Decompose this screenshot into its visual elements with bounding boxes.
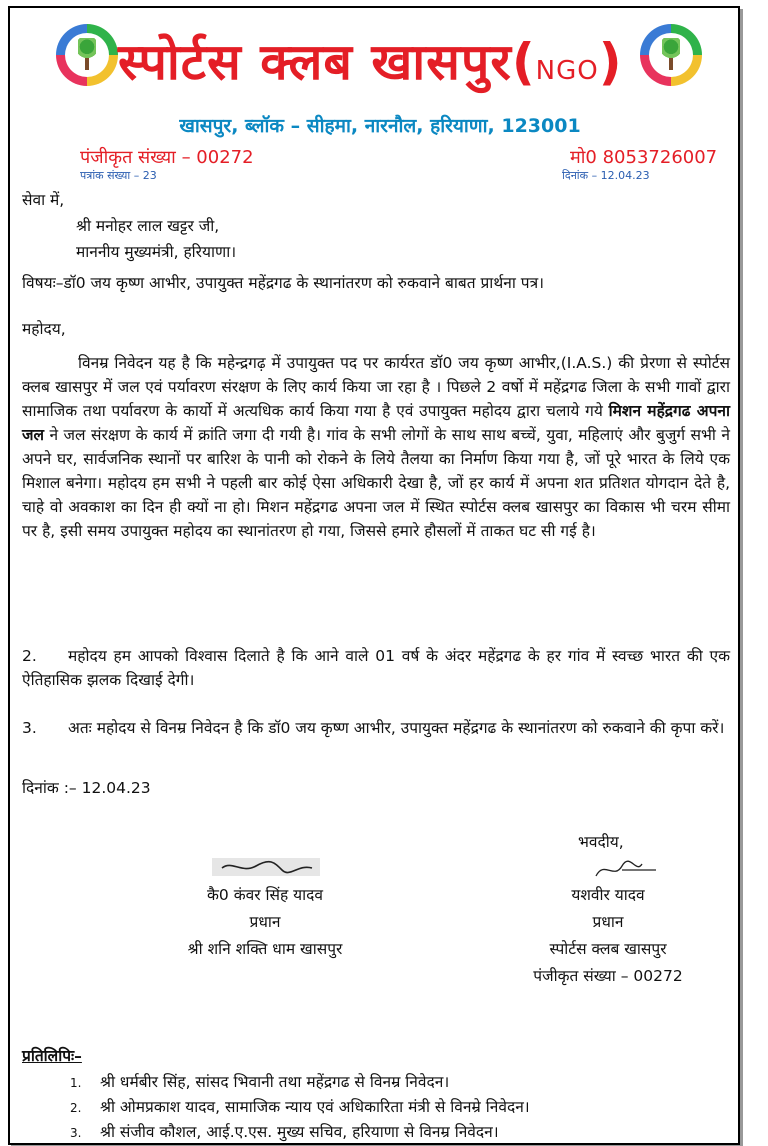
copy-item-number: 1. [70, 1076, 82, 1090]
salutation-to: सेवा में, [22, 191, 65, 209]
organization-name [118, 26, 658, 94]
club-logo-left [56, 24, 118, 86]
copy-item-number: 3. [70, 1126, 82, 1140]
body-paragraph-1-part-a: विनम्र निवेदन यह है कि महेन्द्रगढ़ में उपायुक्त पद पर कार्यरत डॉ0 जय कृष्ण आभीर,(I.A.S.) की प्रेरणा से स्पोर्टस क्लब खासपुर में जल एवं पर्यावरण संरक्षण के लिए कार्य किया जा रहा है । पिछले 2 वर्षो में महेंद्रगढ जिला के सभी गावों द्वारा सामाजिक तथा पर्यावरण के कार्यो में अत्यधिक कार्य किया गया है एवं उपायुक्त महोदय द्वारा चलाये गये [22, 354, 730, 420]
copies-heading: प्रतिलिपिः– [22, 1047, 82, 1065]
left-signatory-name: कै0 कंवर सिंह यादव [207, 886, 323, 904]
body-date-line: दिनांक :– 12.04.23 [22, 779, 151, 797]
closing: भवदीय, [578, 833, 624, 851]
letter-date-label: दिनांक [562, 169, 589, 182]
right-signatory-name: यशवीर यादव [571, 886, 645, 904]
registration-number: पंजीकृत संख्या – 00272 [80, 147, 254, 168]
letter-page [8, 6, 740, 1145]
left-signatory [180, 882, 350, 963]
copy-item-number: 2. [70, 1101, 82, 1115]
org-suffix: NGO [535, 56, 599, 86]
paragraph-3-text: अतः महोदय से विनम्र निवेदन है कि डॉ0 जय कृष्ण आभीर, उपायुक्त महेंद्रगढ के स्थानांतरण को रुकवाने की कृपा करें। [68, 719, 725, 737]
org-close: ) [598, 33, 623, 91]
greeting: महोदय, [22, 320, 66, 338]
letter-date-value: – 12.04.23 [591, 169, 650, 182]
org-name-text: स्पोर्टस क्लब खासपुर( [118, 33, 536, 91]
mission-name: मिशन महेंद्रगढ अपना जल [22, 402, 731, 444]
body-paragraph-1-part-b: ने जल संरक्षण के कार्य में क्रांति जगा दी गयी है। गांव के सभी लोगों के साथ साथ बच्चें, युवा, महिलाएं और बुजुर्ग सभी ने अपने घर, सार्वजनिक स्थानों पर बारिश के पानी को रोकने के लिये तैलया का निर्माण किया गया है, जों पूरे भारत के लिये एक मिशाल बनेगा। महोदय हम सभी ने पहली बार कोई ऐसा अधिकारी देखा है, जों हर कार्य में अपना शत प्रतिशत योगदान देते है, चाहे वो अवकाश का दिन ही क्यों ना हो। मिशन महेंद्रगढ अपना जल में स्थित स्पोर्टस क्लब खासपुर का विकास भी चरम सीमा पर है, इसी समय उपायुक्त महोदय का स्थानांतरण हो गया, जिससे हमारे हौसलों में ताकत घट सी गई है। [22, 426, 730, 540]
paragraph-3-number: 3. [22, 719, 37, 737]
recipient-designation: माननीय मुख्यमंत्री, हरियाणा। [76, 243, 237, 261]
body-paragraph-2 [22, 644, 730, 692]
copy-item-text: श्री धर्मबीर सिंह, सांसद भिवानी तथा महेंद्रगढ से विनम्र निवेदन। [100, 1073, 450, 1091]
right-signatory-title: प्रधान [592, 913, 624, 931]
left-signatory-org: श्री शनि शक्ति धाम खासपुर [187, 940, 343, 958]
body-paragraph-1 [22, 351, 730, 543]
left-signature [212, 856, 322, 878]
letter-number: पत्रांक संख्या – 23 [80, 169, 157, 182]
recipient-name: श्री मनोहर लाल खट्टर जी, [76, 217, 220, 235]
right-signatory [508, 882, 708, 990]
right-signatory-org: स्पोर्टस क्लब खासपुर [549, 940, 667, 958]
mobile-number: मो0 8053726007 [570, 147, 718, 168]
copy-item-text: श्री ओमप्रकाश यादव, सामाजिक न्याय एवं अधिकारिता मंत्री से विनम्रे निवेदन। [100, 1098, 530, 1116]
copies-list [70, 1070, 730, 1145]
copy-item [70, 1095, 730, 1120]
paragraph-2-text: महोदय हम आपको विश्वास दिलाते है कि आने वाले 01 वर्ष के अंदर महेंद्रगढ के हर गांव में स्वच्छ भारत की एक ऐतिहासिक झलक दिखाई देगी। [22, 647, 730, 689]
copy-item-text: श्री संजीव कौशल, आई.ए.एस. मुख्य सचिव, हरियाणा से विनम्र निवेदन। [100, 1123, 499, 1141]
letter-date [562, 168, 650, 183]
body-paragraph-3 [22, 716, 730, 740]
org-address: खासपुर, ब्लॉक – सीहमा, नारनौल, हरियाणा, 123001 [179, 115, 581, 137]
copy-item [70, 1070, 730, 1095]
subject-line: विषयः–डॉ0 जय कृष्ण आभीर, उपायुक्त महेंद्रगढ के स्थानांतरण को रुकवाने बाबत प्रार्थना पत्र। [22, 274, 545, 292]
right-signature [592, 856, 662, 882]
paragraph-2-number: 2. [22, 647, 37, 665]
copy-item [70, 1120, 730, 1145]
left-signatory-title: प्रधान [249, 913, 281, 931]
right-signatory-registration: पंजीकृत संख्या – 00272 [533, 967, 683, 985]
